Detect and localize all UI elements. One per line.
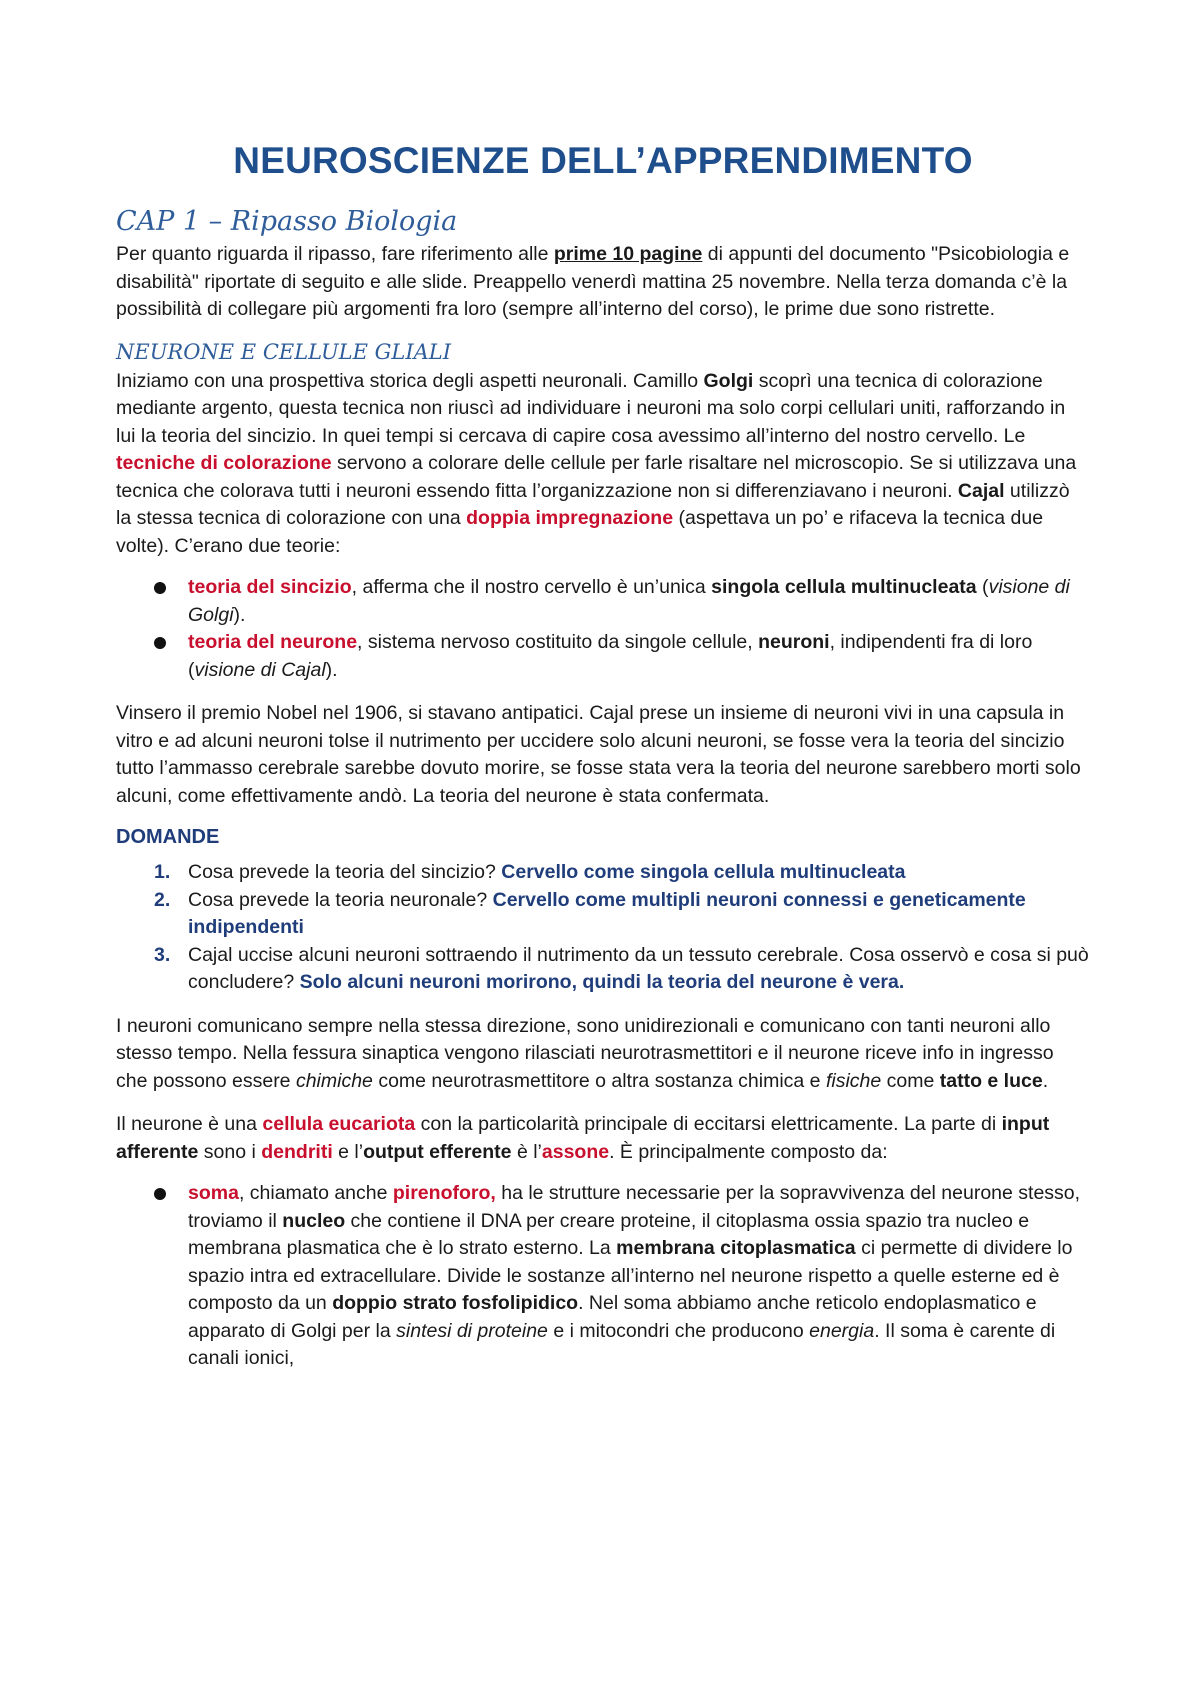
text-run: ). xyxy=(325,658,338,681)
text-run: ( xyxy=(976,576,989,598)
highlight-text: doppia impregnazione xyxy=(466,507,674,529)
highlight-text: tecniche di colorazione xyxy=(116,452,332,474)
italic-text: sintesi di proteine xyxy=(396,1319,548,1342)
paragraph-communication xyxy=(116,1013,1090,1096)
intro-paragraph xyxy=(116,241,1090,324)
list-number: 1. xyxy=(154,861,171,883)
components-list xyxy=(116,1180,1090,1373)
text-run: ha le strutture necessarie per la sopravvivenza del neurone stesso, troviamo il xyxy=(188,1182,1081,1232)
bullet-icon xyxy=(154,582,166,594)
highlight-text: dendriti xyxy=(261,1140,333,1163)
list-item xyxy=(116,1180,1090,1373)
bold-text: tatto e luce xyxy=(939,1069,1043,1092)
text-run: ). xyxy=(233,603,246,626)
bold-text: neuroni xyxy=(758,631,830,653)
question-text: Cosa prevede la teoria neuronale? xyxy=(188,888,493,911)
document-title: NEUROSCIENZE DELL’APPRENDIMENTO xyxy=(233,140,973,181)
text-run: di appunti del documento "Psicobiologia e disabilità" riportate di seguito e alle slide. Preappello venerdì mattina 25 novembre. Nella terza domanda c’è la possibilità di collegare più argomenti fra loro (sempre all’interno del corso), le prime due sono ristrette. xyxy=(116,243,1070,320)
bold-text: input afferente xyxy=(116,1113,1050,1163)
underlined-text: prime 10 pagine xyxy=(553,243,703,265)
bold-text: Golgi xyxy=(703,369,754,392)
highlight-text: teoria del neurone xyxy=(188,631,358,653)
italic-text: fisiche xyxy=(825,1069,882,1092)
bold-text: singola cellula multinucleata xyxy=(711,576,977,598)
paragraph-eukaryote xyxy=(116,1111,1090,1166)
list-item xyxy=(116,574,1090,629)
text-run: scoprì una tecnica di colorazione mediante argento, questa tecnica non riuscì ad individuare i neuroni ma solo corpi cellulari uniti, rafforzando in lui la teoria del sincizio. In quei tempi si cercava di capire cosa avessimo all’interno del nostro cervello. Le xyxy=(116,369,1066,447)
list-item xyxy=(116,942,1090,997)
highlight-text: pirenoforo, xyxy=(392,1182,496,1204)
answer-text: Cervello come multipli neuroni connessi e geneticamente indipendenti xyxy=(188,888,1026,938)
section-heading-domande: DOMANDE xyxy=(116,826,220,848)
paragraph-history xyxy=(116,368,1090,561)
highlight-text: assone xyxy=(541,1140,610,1163)
bold-text: output efferente xyxy=(363,1140,512,1163)
question-text: Cajal uccise alcuni neuroni sottraendo il nutrimento da un tessuto cerebrale. Cosa osservò e cosa si può concludere? xyxy=(188,943,1089,993)
text-run: , chiamato anche xyxy=(238,1182,393,1204)
highlight-text: teoria del sincizio xyxy=(188,576,352,598)
bold-text: Cajal xyxy=(957,479,1005,502)
highlight-text: cellula eucariota xyxy=(262,1113,416,1135)
text-run: . È principalmente composto da: xyxy=(609,1140,888,1163)
bold-text: nucleo xyxy=(282,1209,346,1232)
text-run: come xyxy=(881,1069,940,1092)
text-run: servono a colorare delle cellule per farle risaltare nel microscopio. Se si utilizzava una tecnica che colorava tutti i neuroni essendo fitta l’organizzazione non si differenziavano i neuroni. xyxy=(116,452,1077,502)
text-run: e i mitocondri che producono xyxy=(547,1319,810,1342)
bold-text: membrana citoplasmatica xyxy=(616,1237,856,1259)
text-run: e l’ xyxy=(332,1140,364,1163)
text-run: Per quanto riguarda il ripasso, fare riferimento alle xyxy=(116,243,554,265)
paragraph-nobel: Vinsero il premio Nobel nel 1906, si stavano antipatici. Cajal prese un insieme di neuroni vivi in una capsula in vitro e ad alcuni neuroni tolse il nutrimento per uccidere solo alcuni neuroni, se fosse vera la teoria del sincizio tutto l’ammasso cerebrale sarebbe dovuto morire, se fosse stata vera la teoria del neurone sarebbero morti solo alcuni, come effettivamente andò. La teoria del neurone è stata confermata. xyxy=(116,702,1081,807)
chapter-heading: CAP 1 – Ripasso Biologia xyxy=(116,206,458,237)
text-run: I neuroni comunicano sempre nella stessa direzione, sono unidirezionali e comunicano con tanti neuroni allo stesso tempo. Nella fessura sinaptica vengono rilasciati neurotrasmettitori e il neurone riceve info in ingresso che possono essere xyxy=(116,1014,1054,1092)
text-run: . xyxy=(1042,1069,1049,1092)
list-item xyxy=(116,887,1090,942)
highlight-text: soma xyxy=(188,1182,239,1204)
answer-text: Cervello come singola cellula multinucleata xyxy=(501,861,906,883)
list-item xyxy=(116,859,1090,887)
text-run: , indipendenti fra di loro ( xyxy=(188,631,1033,681)
questions-list xyxy=(116,859,1090,997)
text-run: , sistema nervoso costituito da singole cellule, xyxy=(357,631,759,653)
italic-text: chimiche xyxy=(295,1069,373,1092)
text-run: utilizzò la stessa tecnica di colorazione con una xyxy=(116,479,1070,529)
text-run: Il neurone è una xyxy=(116,1113,263,1135)
list-number: 2. xyxy=(154,888,171,911)
italic-text: visione di Cajal xyxy=(194,658,326,681)
text-run: che contiene il DNA per creare proteine, il citoplasma ossia spazio tra nucleo e membrana plasmatica che è lo strato esterno. La xyxy=(188,1209,1030,1259)
text-run: , afferma che il nostro cervello è un’unica xyxy=(351,576,712,598)
question-text: Cosa prevede la teoria del sincizio? xyxy=(188,861,502,883)
list-number: 3. xyxy=(154,943,171,966)
text-run: (aspettava un po’ e rifaceva la tecnica due volte). C’erano due teorie: xyxy=(116,507,1044,557)
text-run: Iniziamo con una prospettiva storica degli aspetti neuronali. Camillo xyxy=(116,369,704,392)
theories-list xyxy=(116,574,1090,684)
text-run: . Nel soma abbiamo anche reticolo endoplasmatico e apparato di Golgi per la xyxy=(188,1292,1037,1342)
bullet-icon xyxy=(154,1188,166,1200)
italic-text: energia xyxy=(809,1319,875,1342)
bullet-icon xyxy=(154,637,166,649)
text-run: è l’ xyxy=(511,1140,542,1163)
text-run: con la particolarità principale di eccitarsi elettricamente. La parte di xyxy=(415,1113,1002,1135)
list-item xyxy=(116,629,1090,684)
answer-text: Solo alcuni neuroni morirono, quindi la teoria del neurone è vera. xyxy=(299,971,905,993)
text-run: . Il soma è carente di canali ionici, xyxy=(188,1319,1056,1369)
section-heading-neurone: NEURONE E CELLULE GLIALI xyxy=(116,339,452,364)
text-run: come neurotrasmettitore o altra sostanza chimica e xyxy=(372,1069,826,1092)
text-run: ci permette di dividere lo spazio intra ed extracellulare. Divide le sostanze all’interno nel neurone rispetto a quelle esterne ed è composto da un xyxy=(188,1237,1073,1314)
bold-text: doppio strato fosfolipidico xyxy=(332,1292,579,1314)
text-run: sono i xyxy=(198,1140,262,1163)
italic-text: visione di Golgi xyxy=(188,576,1070,626)
